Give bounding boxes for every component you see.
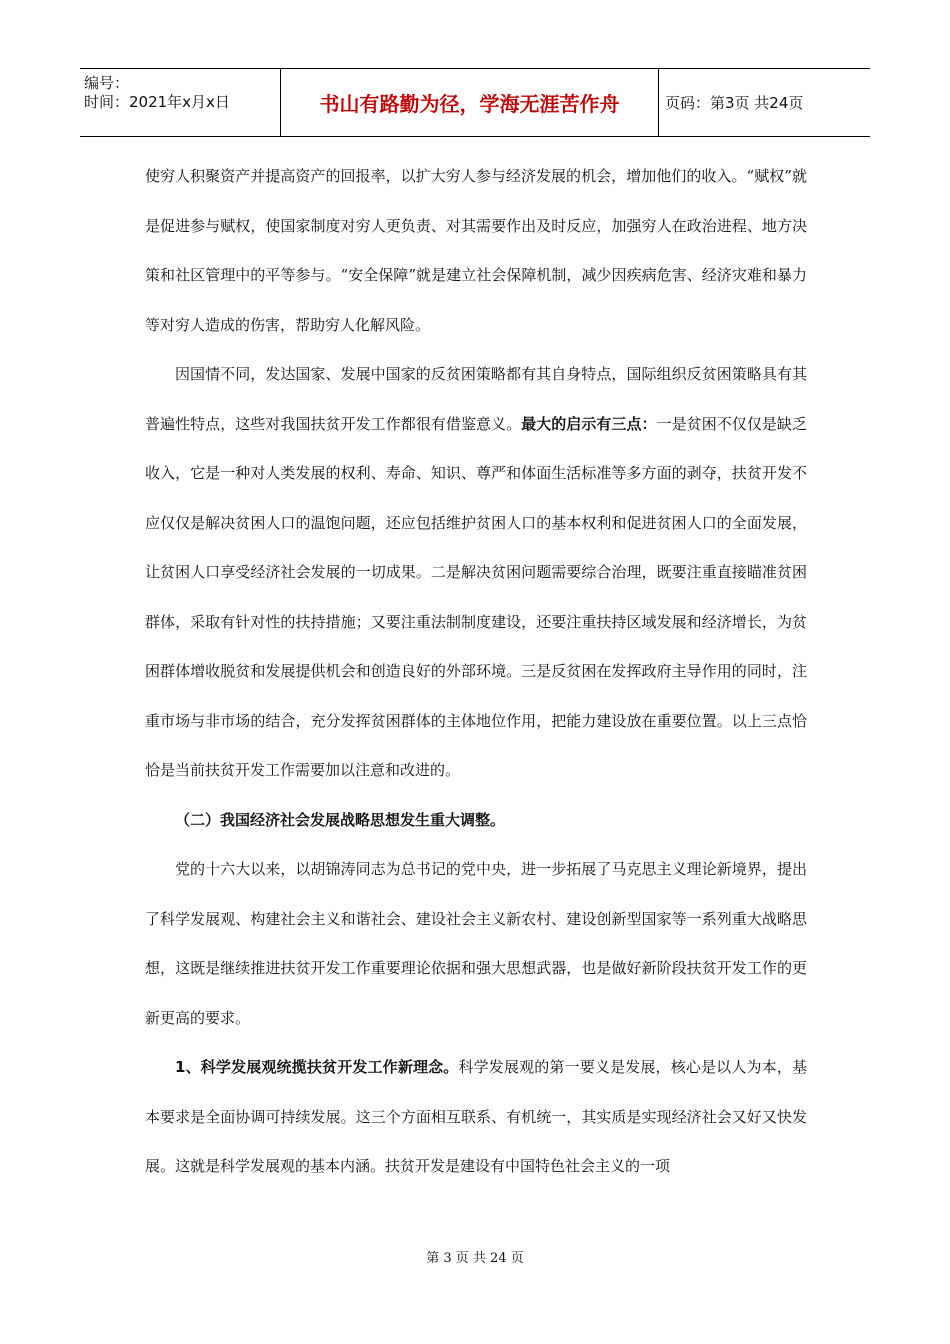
paragraph-4-bold: 1、科学发展观统揽扶贫开发工作新理念。 (175, 1058, 459, 1076)
section-heading: （二）我国经济社会发展战略思想发生重大调整。 (175, 810, 506, 829)
header-meta (80, 69, 281, 136)
document-date: 时间：2021年x月x日 (84, 93, 230, 111)
paragraph-2-bold: 最大的启示有三点： (521, 414, 657, 433)
paragraph-2 (145, 350, 807, 796)
paragraph-4-text: 科学发展观的第一要义是发展，核心是以人为本，基本要求是全面协调可持续发展。这三个方面相互联系、有机统一，其实质是实现经济社会又好又快发展。这就是科学发展观的基本内涵。扶贫开发是建设有中国特色社会主义的一项 (145, 1058, 807, 1175)
page-footer: 第 3 页 共 24 页 (426, 1251, 524, 1266)
paragraph-1: 使穷人积聚资产并提高资产的回报率，以扩大穷人参与经济发展的机会，增加他们的收入。“赋权”就是促进参与赋权，使国家制度对穷人更负责、对其需要作出及时反应，加强穷人在政治进程、地方决策和社区管理中的平等参与。“安全保障”就是建立社会保障机制，减少因疾病危害、经济灾难和暴力等对穷人造成的伤害，帮助穷人化解风险。 (145, 167, 807, 334)
paragraph-2-rest: 一是贫困不仅仅是缺乏收入，它是一种对人类发展的权利、寿命、知识、尊严和体面生活标准等多方面的剥夺，扶贫开发不应仅仅是解决贫困人口的温饱问题，还应包括维护贫困人口的基本权利和促进贫困人口的全面发展，让贫困人口享受经济社会发展的一切成果。二是解决贫困问题需要综合治理，既要注重直接瞄准贫困群体，采取有针对性的扶持措施；又要注重法制制度建设，还要注重扶持区域发展和经济增长，为贫困群体增收脱贫和发展提供机会和创造良好的外部环境。三是反贫困在发挥政府主导作用的同时，注重市场与非市场的结合，充分发挥贫困群体的主体地位作用，把能力建设放在重要位置。以上三点恰恰是当前扶贫开发工作需要加以注意和改进的。 (145, 414, 807, 779)
document-number-label: 编号： (84, 74, 130, 92)
page-header (80, 68, 870, 137)
paragraph-2-text: 因国情不同，发达国家、发展中国家的反贫困策略都有其自身特点，国际组织反贫困策略具有其普遍性特点，这些对我国扶贫开发工作都很有借鉴意义。 (145, 365, 807, 433)
paragraph-4 (145, 1043, 807, 1192)
header-motto: 书山有路勤为径，学海无涯苦作舟 (281, 69, 659, 136)
header-page-info: 页码：第3页 共24页 (665, 94, 804, 112)
paragraph-3: 党的十六大以来，以胡锦涛同志为总书记的党中央，进一步拓展了马克思主义理论新境界，提出了科学发展观、构建社会主义和谐社会、建设社会主义新农村、建设创新型国家等一系列重大战略思想，这既是继续推进扶贫开发工作重要理论依据和强大思想武器，也是做好新阶段扶贫开发工作的更新更高的要求。 (145, 860, 807, 1027)
document-body (145, 152, 807, 1192)
